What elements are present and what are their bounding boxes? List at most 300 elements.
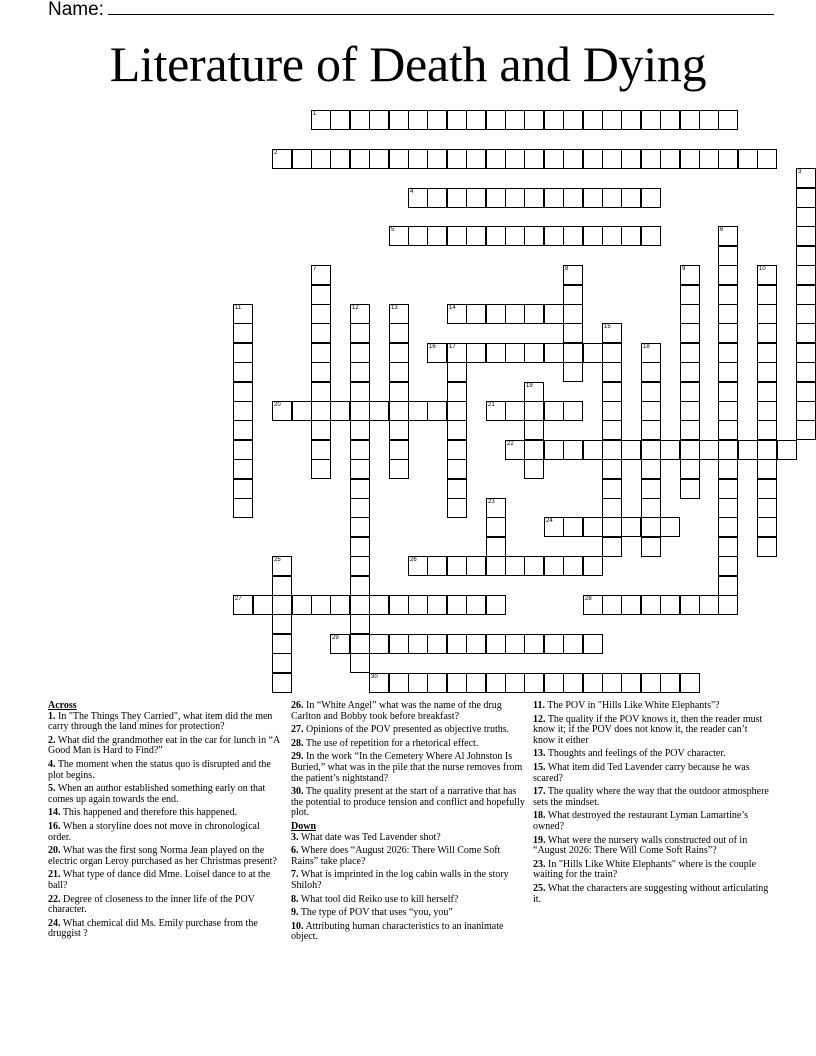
grid-cell[interactable] [796,246,816,266]
grid-cell[interactable] [602,517,622,537]
grid-cell[interactable] [447,226,467,246]
grid-cell[interactable] [427,673,447,693]
grid-cell[interactable] [680,149,700,169]
grid-cell[interactable] [563,401,583,421]
grid-cell[interactable] [524,226,544,246]
grid-cell[interactable] [408,149,428,169]
grid-cell[interactable] [757,440,777,460]
grid-cell[interactable] [718,401,738,421]
grid-cell[interactable] [466,673,486,693]
grid-cell[interactable] [408,401,428,421]
grid-cell[interactable] [563,362,583,382]
grid-cell[interactable] [524,382,544,402]
grid-cell[interactable] [369,149,389,169]
grid-cell[interactable] [369,634,389,654]
grid-cell[interactable] [583,595,603,615]
grid-cell[interactable] [621,110,641,130]
grid-cell[interactable] [233,362,253,382]
grid-cell[interactable] [486,401,506,421]
grid-cell[interactable] [350,110,370,130]
grid-cell[interactable] [447,188,467,208]
grid-cell[interactable] [796,362,816,382]
grid-cell[interactable] [447,110,467,130]
grid-cell[interactable] [330,634,350,654]
grid-cell[interactable] [350,440,370,460]
grid-cell[interactable] [660,517,680,537]
grid-cell[interactable] [796,401,816,421]
grid-cell[interactable] [233,440,253,460]
grid-cell[interactable] [757,517,777,537]
grid-cell[interactable] [796,323,816,343]
grid-cell[interactable] [544,517,564,537]
grid-cell[interactable] [311,420,331,440]
grid-cell[interactable] [796,188,816,208]
grid-cell[interactable] [505,401,525,421]
grid-cell[interactable] [350,653,370,673]
grid-cell[interactable] [292,401,312,421]
grid-cell[interactable] [602,459,622,479]
grid-cell[interactable] [718,362,738,382]
grid-cell[interactable] [350,420,370,440]
grid-cell[interactable] [524,459,544,479]
grid-cell[interactable] [233,304,253,324]
grid-cell[interactable] [389,343,409,363]
grid-cell[interactable] [350,304,370,324]
grid-cell[interactable] [718,576,738,596]
grid-cell[interactable] [350,634,370,654]
grid-cell[interactable] [389,673,409,693]
grid-cell[interactable] [389,304,409,324]
grid-cell[interactable] [718,149,738,169]
grid-cell[interactable] [350,401,370,421]
grid-cell[interactable] [641,498,661,518]
grid-cell[interactable] [796,343,816,363]
grid-cell[interactable] [505,440,525,460]
grid-cell[interactable] [389,420,409,440]
grid-cell[interactable] [350,614,370,634]
grid-cell[interactable] [311,362,331,382]
grid-cell[interactable] [718,226,738,246]
grid-cell[interactable] [680,479,700,499]
grid-cell[interactable] [427,343,447,363]
grid-cell[interactable] [447,440,467,460]
grid-cell[interactable] [680,401,700,421]
grid-cell[interactable] [757,149,777,169]
grid-cell[interactable] [524,440,544,460]
grid-cell[interactable] [757,459,777,479]
grid-cell[interactable] [311,401,331,421]
grid-cell[interactable] [524,673,544,693]
grid-cell[interactable] [233,459,253,479]
grid-cell[interactable] [389,459,409,479]
grid-cell[interactable] [447,362,467,382]
grid-cell[interactable] [466,634,486,654]
grid-cell[interactable] [389,110,409,130]
grid-cell[interactable] [563,323,583,343]
grid-cell[interactable] [602,673,622,693]
grid-cell[interactable] [427,149,447,169]
grid-cell[interactable] [544,556,564,576]
grid-cell[interactable] [466,149,486,169]
grid-cell[interactable] [350,382,370,402]
grid-cell[interactable] [272,614,292,634]
grid-cell[interactable] [486,537,506,557]
grid-cell[interactable] [718,498,738,518]
grid-cell[interactable] [505,304,525,324]
grid-cell[interactable] [253,595,273,615]
grid-cell[interactable] [680,343,700,363]
grid-cell[interactable] [602,188,622,208]
grid-cell[interactable] [311,323,331,343]
grid-cell[interactable] [602,595,622,615]
grid-cell[interactable] [447,149,467,169]
grid-cell[interactable] [757,285,777,305]
grid-cell[interactable] [369,595,389,615]
grid-cell[interactable] [796,285,816,305]
grid-cell[interactable] [350,576,370,596]
grid-cell[interactable] [641,537,661,557]
grid-cell[interactable] [563,226,583,246]
grid-cell[interactable] [350,517,370,537]
grid-cell[interactable] [311,440,331,460]
grid-cell[interactable] [718,459,738,479]
grid-cell[interactable] [524,149,544,169]
grid-cell[interactable] [311,304,331,324]
grid-cell[interactable] [544,304,564,324]
grid-cell[interactable] [447,595,467,615]
grid-cell[interactable] [233,401,253,421]
grid-cell[interactable] [311,285,331,305]
grid-cell[interactable] [544,401,564,421]
grid-cell[interactable] [563,673,583,693]
grid-cell[interactable] [389,226,409,246]
grid-cell[interactable] [563,440,583,460]
grid-cell[interactable] [796,226,816,246]
grid-cell[interactable] [621,149,641,169]
grid-cell[interactable] [583,226,603,246]
grid-cell[interactable] [563,285,583,305]
grid-cell[interactable] [680,595,700,615]
grid-cell[interactable] [233,420,253,440]
grid-cell[interactable] [544,440,564,460]
grid-cell[interactable] [718,246,738,266]
grid-cell[interactable] [233,498,253,518]
grid-cell[interactable] [641,401,661,421]
grid-cell[interactable] [602,110,622,130]
grid-cell[interactable] [408,673,428,693]
grid-cell[interactable] [641,188,661,208]
grid-cell[interactable] [350,323,370,343]
grid-cell[interactable] [641,226,661,246]
grid-cell[interactable] [408,595,428,615]
grid-cell[interactable] [486,343,506,363]
grid-cell[interactable] [757,362,777,382]
grid-cell[interactable] [641,517,661,537]
grid-cell[interactable] [563,188,583,208]
grid-cell[interactable] [466,110,486,130]
grid-cell[interactable] [427,556,447,576]
grid-cell[interactable] [524,556,544,576]
grid-cell[interactable] [505,556,525,576]
grid-cell[interactable] [660,440,680,460]
grid-cell[interactable] [680,362,700,382]
grid-cell[interactable] [311,382,331,402]
grid-cell[interactable] [641,110,661,130]
grid-cell[interactable] [718,285,738,305]
grid-cell[interactable] [447,343,467,363]
grid-cell[interactable] [233,343,253,363]
grid-cell[interactable] [563,110,583,130]
grid-cell[interactable] [486,226,506,246]
grid-cell[interactable] [350,537,370,557]
grid-cell[interactable] [350,362,370,382]
grid-cell[interactable] [486,110,506,130]
grid-cell[interactable] [757,401,777,421]
grid-cell[interactable] [330,110,350,130]
grid-cell[interactable] [583,634,603,654]
grid-cell[interactable] [544,188,564,208]
grid-cell[interactable] [233,323,253,343]
grid-cell[interactable] [389,382,409,402]
grid-cell[interactable] [505,673,525,693]
grid-cell[interactable] [796,382,816,402]
grid-cell[interactable] [583,110,603,130]
grid-cell[interactable] [408,188,428,208]
grid-cell[interactable] [796,207,816,227]
grid-cell[interactable] [718,537,738,557]
grid-cell[interactable] [718,265,738,285]
grid-cell[interactable] [583,673,603,693]
grid-cell[interactable] [699,595,719,615]
grid-cell[interactable] [680,382,700,402]
grid-cell[interactable] [427,226,447,246]
grid-cell[interactable] [757,323,777,343]
grid-cell[interactable] [330,595,350,615]
grid-cell[interactable] [505,188,525,208]
grid-cell[interactable] [563,149,583,169]
grid-cell[interactable] [486,556,506,576]
grid-cell[interactable] [641,420,661,440]
grid-cell[interactable] [466,226,486,246]
grid-cell[interactable] [505,634,525,654]
grid-cell[interactable] [466,595,486,615]
grid-cell[interactable] [408,110,428,130]
grid-cell[interactable] [330,149,350,169]
grid-cell[interactable] [718,304,738,324]
grid-cell[interactable] [563,634,583,654]
grid-cell[interactable] [680,673,700,693]
grid-cell[interactable] [602,401,622,421]
grid-cell[interactable] [757,343,777,363]
grid-cell[interactable] [699,149,719,169]
grid-cell[interactable] [680,304,700,324]
grid-cell[interactable] [272,653,292,673]
grid-cell[interactable] [680,323,700,343]
grid-cell[interactable] [602,479,622,499]
grid-cell[interactable] [466,188,486,208]
grid-cell[interactable] [660,149,680,169]
grid-cell[interactable] [621,595,641,615]
grid-cell[interactable] [505,149,525,169]
grid-cell[interactable] [621,188,641,208]
grid-cell[interactable] [350,343,370,363]
grid-cell[interactable] [563,343,583,363]
grid-cell[interactable] [524,634,544,654]
grid-cell[interactable] [621,226,641,246]
grid-cell[interactable] [738,440,758,460]
grid-cell[interactable] [718,382,738,402]
grid-cell[interactable] [311,110,331,130]
grid-cell[interactable] [350,595,370,615]
grid-cell[interactable] [486,188,506,208]
grid-cell[interactable] [602,362,622,382]
grid-cell[interactable] [350,459,370,479]
grid-cell[interactable] [777,440,797,460]
grid-cell[interactable] [311,459,331,479]
grid-cell[interactable] [563,304,583,324]
grid-cell[interactable] [602,343,622,363]
grid-cell[interactable] [466,343,486,363]
grid-cell[interactable] [272,595,292,615]
grid-cell[interactable] [233,382,253,402]
grid-cell[interactable] [757,537,777,557]
grid-cell[interactable] [350,556,370,576]
grid-cell[interactable] [757,479,777,499]
grid-cell[interactable] [641,595,661,615]
grid-cell[interactable] [389,362,409,382]
grid-cell[interactable] [447,459,467,479]
grid-cell[interactable] [330,401,350,421]
grid-cell[interactable] [660,673,680,693]
grid-cell[interactable] [796,265,816,285]
grid-cell[interactable] [544,673,564,693]
grid-cell[interactable] [447,382,467,402]
grid-cell[interactable] [524,304,544,324]
grid-cell[interactable] [796,420,816,440]
grid-cell[interactable] [641,479,661,499]
grid-cell[interactable] [602,323,622,343]
grid-cell[interactable] [563,265,583,285]
grid-cell[interactable] [389,323,409,343]
grid-cell[interactable] [544,343,564,363]
grid-cell[interactable] [583,149,603,169]
grid-cell[interactable] [447,634,467,654]
grid-cell[interactable] [292,595,312,615]
grid-cell[interactable] [311,265,331,285]
grid-cell[interactable] [718,556,738,576]
grid-cell[interactable] [680,440,700,460]
grid-cell[interactable] [796,304,816,324]
grid-cell[interactable] [641,382,661,402]
grid-cell[interactable] [680,285,700,305]
grid-cell[interactable] [486,634,506,654]
grid-cell[interactable] [524,401,544,421]
grid-cell[interactable] [524,343,544,363]
grid-cell[interactable] [486,498,506,518]
grid-cell[interactable] [524,110,544,130]
grid-cell[interactable] [757,382,777,402]
grid-cell[interactable] [621,440,641,460]
grid-cell[interactable] [447,479,467,499]
grid-cell[interactable] [408,634,428,654]
grid-cell[interactable] [466,304,486,324]
grid-cell[interactable] [718,110,738,130]
grid-cell[interactable] [486,517,506,537]
grid-cell[interactable] [602,149,622,169]
grid-cell[interactable] [389,149,409,169]
grid-cell[interactable] [505,343,525,363]
grid-cell[interactable] [369,110,389,130]
grid-cell[interactable] [272,634,292,654]
grid-cell[interactable] [524,188,544,208]
grid-cell[interactable] [602,498,622,518]
grid-cell[interactable] [447,556,467,576]
grid-cell[interactable] [505,226,525,246]
grid-cell[interactable] [272,401,292,421]
grid-cell[interactable] [447,673,467,693]
grid-cell[interactable] [292,149,312,169]
grid-cell[interactable] [583,343,603,363]
grid-cell[interactable] [272,149,292,169]
grid-cell[interactable] [427,188,447,208]
grid-cell[interactable] [641,459,661,479]
grid-cell[interactable] [447,304,467,324]
grid-cell[interactable] [544,226,564,246]
grid-cell[interactable] [757,304,777,324]
grid-cell[interactable] [563,556,583,576]
grid-cell[interactable] [408,226,428,246]
grid-cell[interactable] [466,556,486,576]
grid-cell[interactable] [602,420,622,440]
grid-cell[interactable] [427,401,447,421]
grid-cell[interactable] [272,673,292,693]
grid-cell[interactable] [583,188,603,208]
grid-cell[interactable] [311,149,331,169]
grid-cell[interactable] [583,440,603,460]
grid-cell[interactable] [389,440,409,460]
grid-cell[interactable] [486,304,506,324]
grid-cell[interactable] [641,149,661,169]
grid-cell[interactable] [427,110,447,130]
grid-cell[interactable] [738,149,758,169]
grid-cell[interactable] [233,595,253,615]
grid-cell[interactable] [563,517,583,537]
grid-cell[interactable] [233,479,253,499]
grid-cell[interactable] [718,517,738,537]
grid-cell[interactable] [680,110,700,130]
grid-cell[interactable] [447,420,467,440]
grid-cell[interactable] [621,517,641,537]
grid-cell[interactable] [602,440,622,460]
grid-cell[interactable] [718,440,738,460]
grid-cell[interactable] [718,420,738,440]
grid-cell[interactable] [427,595,447,615]
grid-cell[interactable] [505,110,525,130]
grid-cell[interactable] [621,673,641,693]
grid-cell[interactable] [718,323,738,343]
grid-cell[interactable] [583,556,603,576]
grid-cell[interactable] [718,595,738,615]
grid-cell[interactable] [311,343,331,363]
grid-cell[interactable] [660,595,680,615]
grid-cell[interactable] [757,498,777,518]
grid-cell[interactable] [350,149,370,169]
grid-cell[interactable] [602,226,622,246]
grid-cell[interactable] [524,420,544,440]
grid-cell[interactable] [641,343,661,363]
grid-cell[interactable] [699,110,719,130]
grid-cell[interactable] [389,401,409,421]
